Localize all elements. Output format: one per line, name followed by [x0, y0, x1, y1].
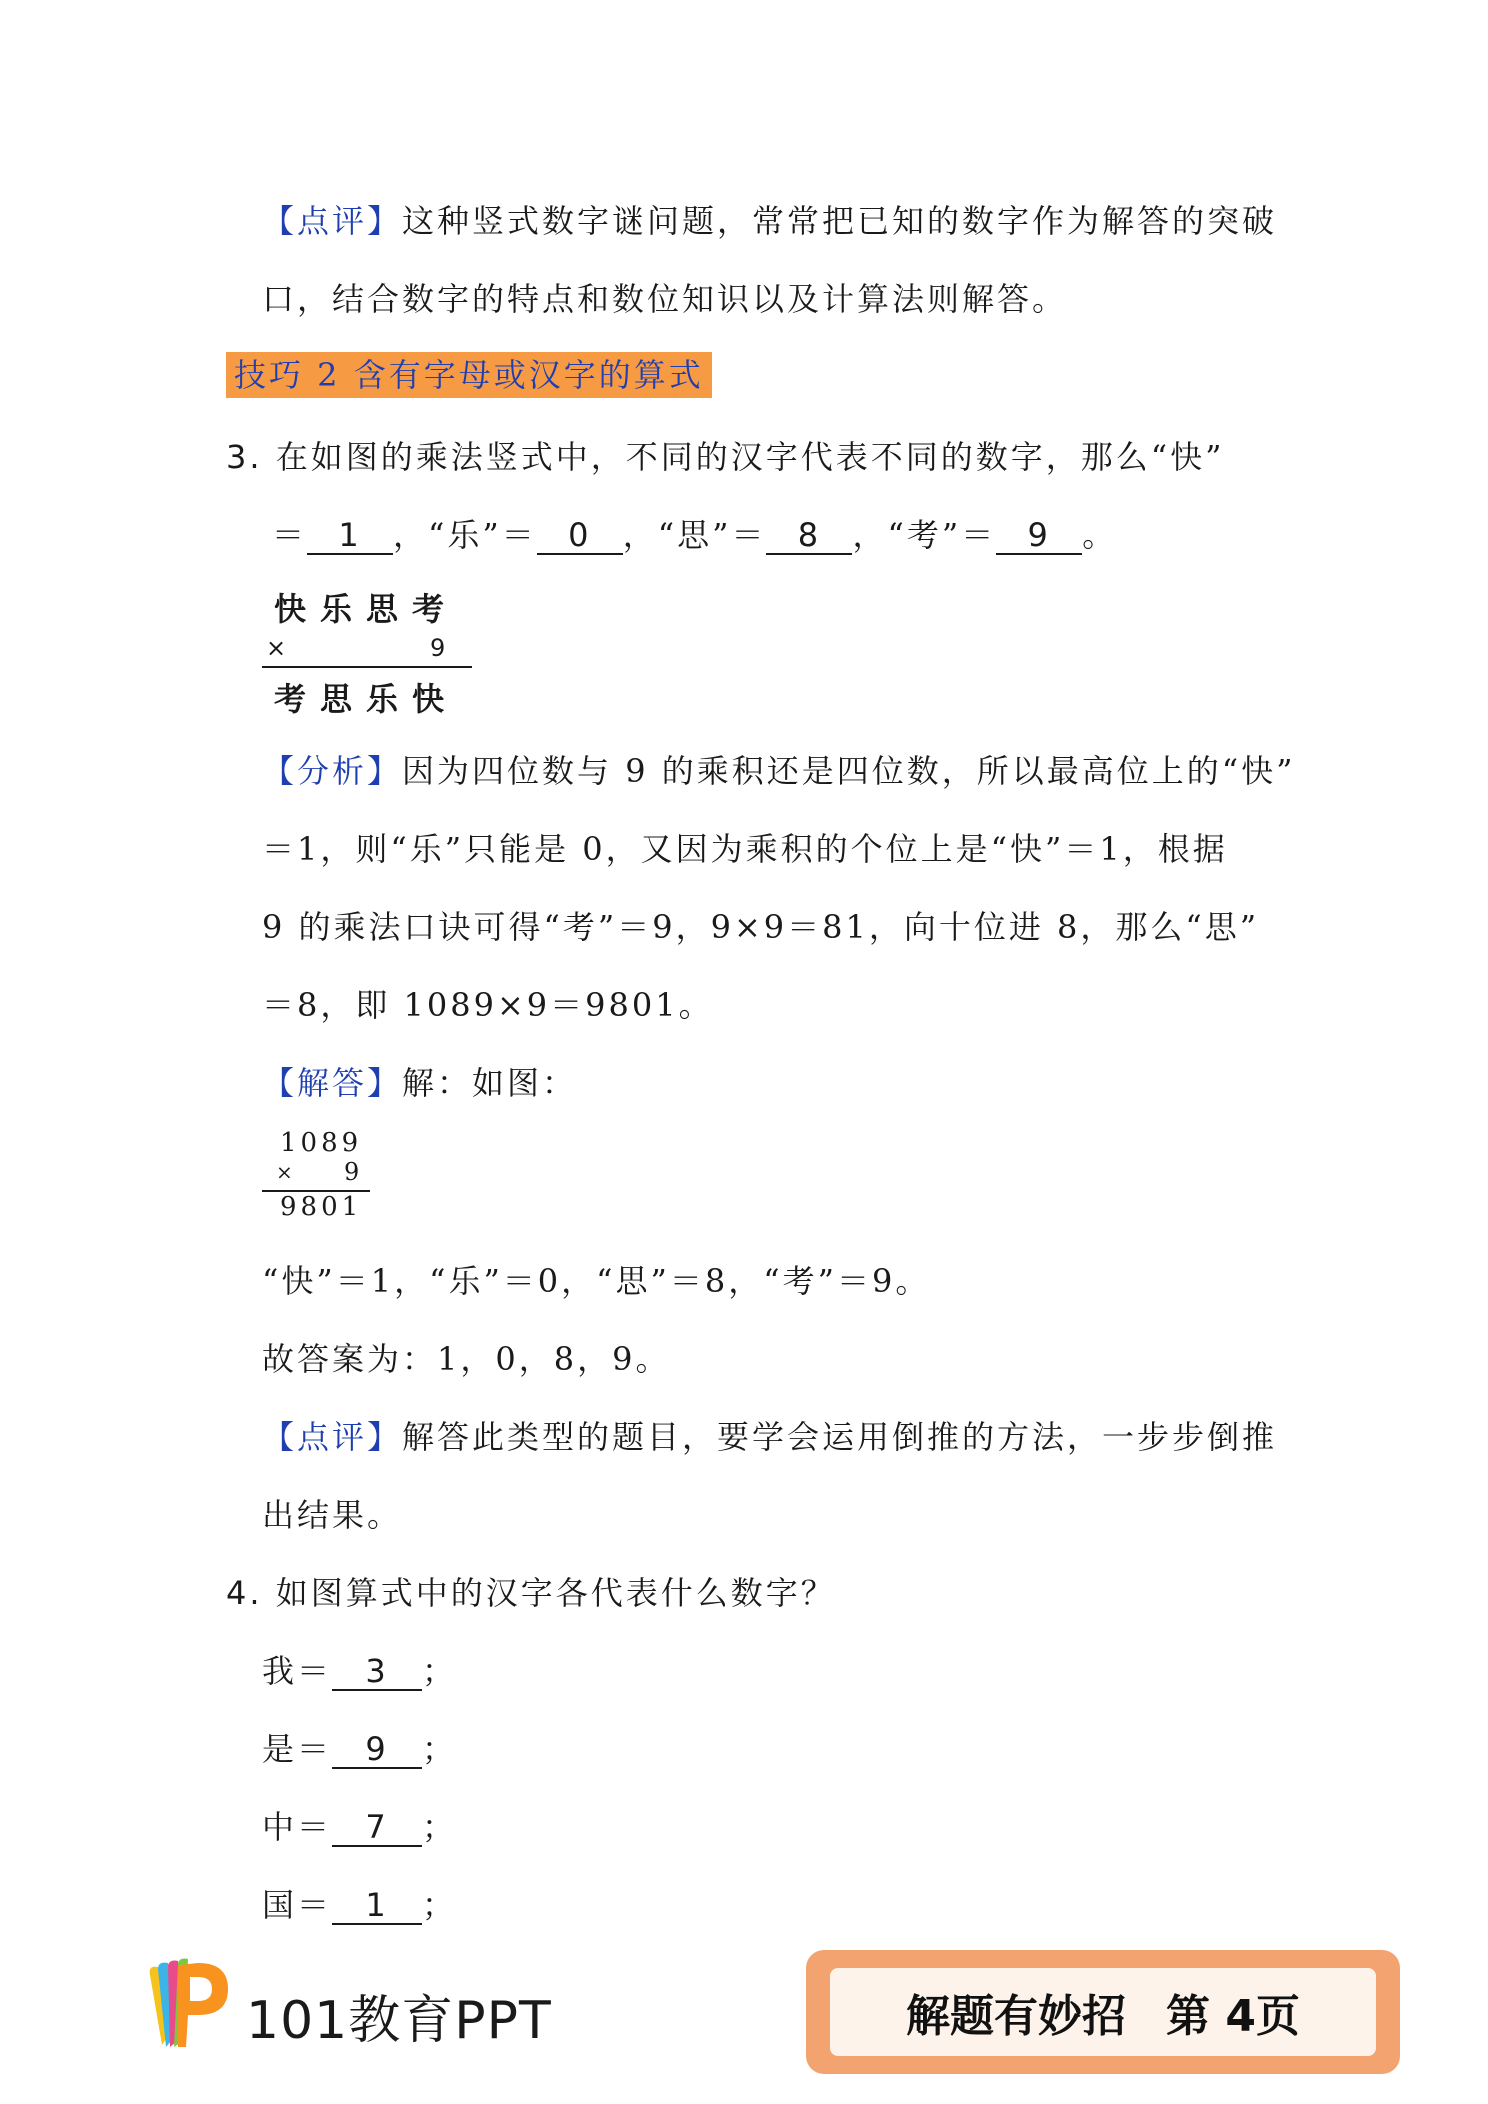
- analysis-text: 因为四位数与 9 的乘积还是四位数，所以最高位上的“快”: [402, 752, 1296, 790]
- semicolon: ；: [422, 1730, 458, 1768]
- result-text: “快”＝1，“乐”＝0，“思”＝8，“考”＝9。: [262, 1262, 931, 1300]
- review-tag: 【点评】: [262, 1418, 403, 1456]
- item-label: 我＝: [262, 1652, 333, 1690]
- review-tag: 【点评】: [262, 202, 403, 240]
- brand-logo-icon: [140, 1955, 235, 2055]
- semicolon: ；: [422, 1652, 458, 1690]
- q4-item-shi: [262, 1724, 457, 1770]
- item-label: 国＝: [262, 1886, 333, 1924]
- final-answer: 故答案为：1，0，8，9。: [262, 1340, 671, 1378]
- review-text: 出结果。: [262, 1496, 403, 1534]
- result-line-1: [262, 1256, 930, 1302]
- char-kuai: 快: [274, 590, 321, 628]
- label-le: ，“乐”＝: [393, 516, 537, 554]
- answer-blank-si: 8: [766, 517, 852, 555]
- semicolon: ；: [422, 1886, 458, 1924]
- label-kao: ，“考”＝: [852, 516, 997, 554]
- review-1-line-2: [262, 274, 1067, 320]
- question-3-line-2: [272, 510, 1117, 556]
- result-line-2: [262, 1334, 670, 1380]
- question-4-line: [226, 1568, 836, 1614]
- char-le: 乐: [366, 680, 413, 718]
- question-text: 如图算式中的汉字各代表什么数字？: [275, 1574, 836, 1612]
- answer-line: [262, 1058, 577, 1104]
- page-number: 第 4页: [1166, 1991, 1300, 2042]
- item-label: 中＝: [262, 1808, 333, 1846]
- figure-chinese-multiplication: [262, 580, 472, 720]
- answer-blank: 7: [332, 1809, 422, 1847]
- analysis-text: 9 的乘法口诀可得“考”＝9，9×9＝81，向十位进 8，那么“思”: [262, 908, 1260, 946]
- review-2-line-2: [262, 1490, 402, 1536]
- page-badge: [806, 1950, 1400, 2074]
- analysis-text: ＝8，即 1089×9＝9801。: [262, 986, 714, 1024]
- char-le: 乐: [320, 590, 367, 628]
- analysis-line-2: [262, 824, 1228, 870]
- figure-rule: [262, 666, 472, 668]
- review-text: 解答此类型的题目，要学会运用倒推的方法，一步步倒推: [402, 1418, 1278, 1456]
- answer-blank-kao: 9: [996, 517, 1082, 555]
- question-3-line-1: [226, 432, 1224, 478]
- label-si: ，“思”＝: [622, 516, 767, 554]
- answer-blank: 1: [332, 1887, 422, 1925]
- analysis-line-3: [262, 902, 1259, 948]
- product-row: [274, 674, 458, 720]
- figure-numeric-multiplication: [262, 1128, 372, 1224]
- item-label: 是＝: [262, 1730, 333, 1768]
- question-number: 3.: [226, 438, 263, 476]
- answer-text: 解：如图：: [402, 1064, 578, 1102]
- badge-inner: [830, 1968, 1376, 2056]
- answer-blank: 3: [332, 1653, 422, 1691]
- char-si: 思: [320, 680, 367, 718]
- char-kuai: 快: [412, 680, 459, 718]
- answer-blank-kuai: 1: [307, 517, 393, 555]
- q4-item-guo: [262, 1880, 457, 1926]
- equals-sign: ＝: [272, 516, 308, 554]
- period: 。: [1082, 516, 1118, 554]
- char-kao: 考: [274, 680, 321, 718]
- analysis-tag: 【分析】: [262, 752, 403, 790]
- multiplicand-row: [274, 584, 458, 630]
- review-1-line-1: [262, 196, 1277, 242]
- product-digits: 9801: [280, 1192, 363, 1222]
- char-kao: 考: [412, 590, 459, 628]
- review-text: 口，结合数字的特点和数位知识以及计算法则解答。: [262, 280, 1068, 318]
- question-number: 4.: [226, 1574, 263, 1612]
- multiplicand-digits: 1089: [280, 1128, 363, 1158]
- review-text: 这种竖式数字谜问题，常常把已知的数字作为解答的突破: [402, 202, 1278, 240]
- semicolon: ；: [422, 1808, 458, 1846]
- multiplier: 9: [430, 634, 446, 662]
- q4-item-wo: [262, 1646, 457, 1692]
- analysis-line-1: [262, 746, 1295, 792]
- q4-item-zhong: [262, 1802, 457, 1848]
- answer-blank: 9: [332, 1731, 422, 1769]
- analysis-text: ＝1，则“乐”只能是 0，又因为乘积的个位上是“快”＝1，根据: [262, 830, 1228, 868]
- badge-title: 解题有妙招: [906, 1991, 1127, 2042]
- brand-name: 101教育PPT: [246, 1991, 552, 2051]
- char-si: 思: [366, 590, 413, 628]
- answer-tag: 【解答】: [262, 1064, 403, 1102]
- times-sign: ×: [276, 1160, 293, 1184]
- technique-heading: 技巧 2 含有字母或汉字的算式: [226, 352, 712, 398]
- times-sign: ×: [266, 634, 287, 662]
- analysis-line-4: [262, 980, 714, 1026]
- answer-blank-le: 0: [537, 517, 623, 555]
- multiplier-digit: 9: [344, 1158, 360, 1186]
- question-text: 在如图的乘法竖式中，不同的汉字代表不同的数字，那么“快”: [275, 438, 1225, 476]
- review-2-line-1: [262, 1412, 1277, 1458]
